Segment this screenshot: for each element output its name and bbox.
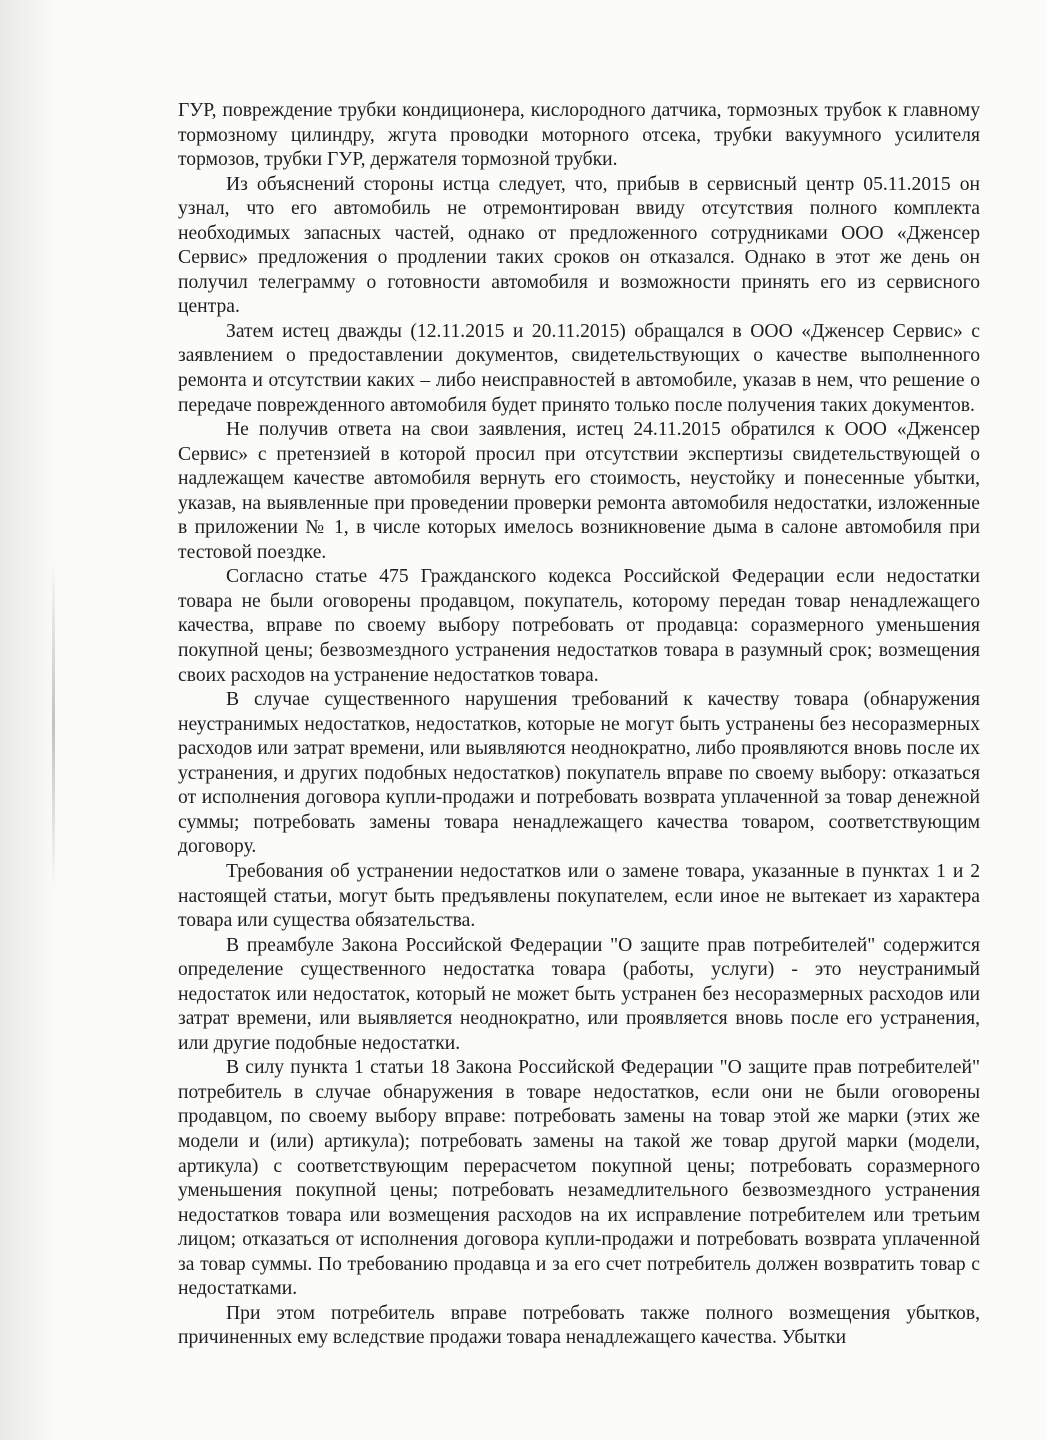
fold-crease <box>52 560 55 890</box>
paragraph-10: При этом потребитель вправе потребовать также полного возмещения убытков, причиненных ему вследствие продажи товара ненадлежащего качества. Убытки <box>178 1302 980 1349</box>
paragraph-5: Согласно статье 475 Гражданского кодекса Российской Федерации если недостатки товара не были оговорены продавцом, покупатель, которому передан товар ненадлежащего качества, вправе по своему выбору потребовать от продавца: соразмерного уменьшения покупной цены; безвозмездного устранения недостатков товара в разумный срок; возмещения своих расходов на устранение недостатков товара. <box>178 566 980 686</box>
paragraph-1: ГУР, повреждение трубки кондиционера, кислородного датчика, тормозных трубок к главному тормозному цилиндру, жгута проводки моторного отсека, трубки вакуумного усилителя тормозов, трубки ГУР, держателя тормозной трубки. <box>178 100 980 171</box>
paragraph-7: Требования об устранении недостатков или о замене товара, указанные в пунктах 1 и 2 настоящей статьи, могут быть предъявлены покупателем, если иное не вытекает из характера товара или существа обязательства. <box>178 860 980 932</box>
paragraph-8: В преамбуле Закона Российской Федерации "О защите прав потребителей" содержится определение существенного недостатка товара (работы, услуги) - это неустранимый недостаток или недостаток, который не может быть устранен без несоразмерных расходов или затрат времени, или выявляется неоднократно, или проявляется вновь после его устранения, или другие подобные недостатки. <box>178 934 980 1054</box>
paragraph-4: Не получив ответа на свои заявления, истец 24.11.2015 обратился к ООО «Дженсер Сервис» с претензией в которой просил при отсутствии экспертизы свидетельствующей о надлежащем качестве автомобиля вернуть его стоимость, неустойку и понесенные убытки, указав, на выявленные при проведении проверки ремонта автомобиля недостатки, изложенные в приложении № 1, в числе которых имелось возникновение дыма в салоне автомобиля при тестовой поездке. <box>178 419 980 563</box>
document-body <box>178 99 980 1351</box>
paragraph-9: В силу пункта 1 статьи 18 Закона Российской Федерации "О защите прав потребителей" потребитель в случае обнаружения в товаре недостатков, если они не были оговорены продавцом, по своему выбору вправе: потребовать замены на товар этой же марки (этих же модели и (или) артикула); потребовать замены на такой же товар другой марки (модели, артикула) с соответствующим перерасчетом покупной цены; потребовать соразмерного уменьшения покупной цены; потребовать незамедлительного безвозмездного устранения недостатков товара или возмещения расходов на их исправление потребителем или третьим лицом; отказаться от исполнения договора купли-продажи и потребовать возврата уплаченной за товар суммы. По требованию продавца и за его счет потребитель должен возвратить товар с недостатками. <box>178 1057 980 1300</box>
paragraph-3: Затем истец дважды (12.11.2015 и 20.11.2015) обращался в ООО «Дженсер Сервис» с заявлением о предоставлении документов, свидетельствующих о качестве выполненного ремонта и отсутствии каких – либо неисправностей в автомобиле, указав в нем, что решение о передаче поврежденного автомобиля будет принято только после получения таких документов. <box>178 320 980 416</box>
paragraph-6: В случае существенного нарушения требований к качеству товара (обнаружения неустранимых недостатков, недостатков, которые не могут быть устранены без несоразмерных расходов или затрат времени, или выявляются неоднократно, либо проявляются вновь после их устранения, и других подобных недостатков) покупатель вправе по своему выбору: отказаться от исполнения договора купли-продажи и потребовать возврата уплаченной за товар денежной суммы; потребовать замены товара ненадлежащего качества товаром, соответствующим договору. <box>178 689 980 858</box>
paragraph-2: Из объяснений стороны истца следует, что, прибыв в сервисный центр 05.11.2015 он узнал, что его автомобиль не отремонтирован ввиду отсутствия полного комплекта необходимых запасных частей, однако от предложенного сотрудниками ООО «Дженсер Сервис» предложения о продлении таких сроков он отказался. Однако в этот же день он получил телеграмму о готовности автомобиля и возможности принять его из сервисного центра. <box>178 173 980 318</box>
page-fold-edge <box>0 0 58 1440</box>
